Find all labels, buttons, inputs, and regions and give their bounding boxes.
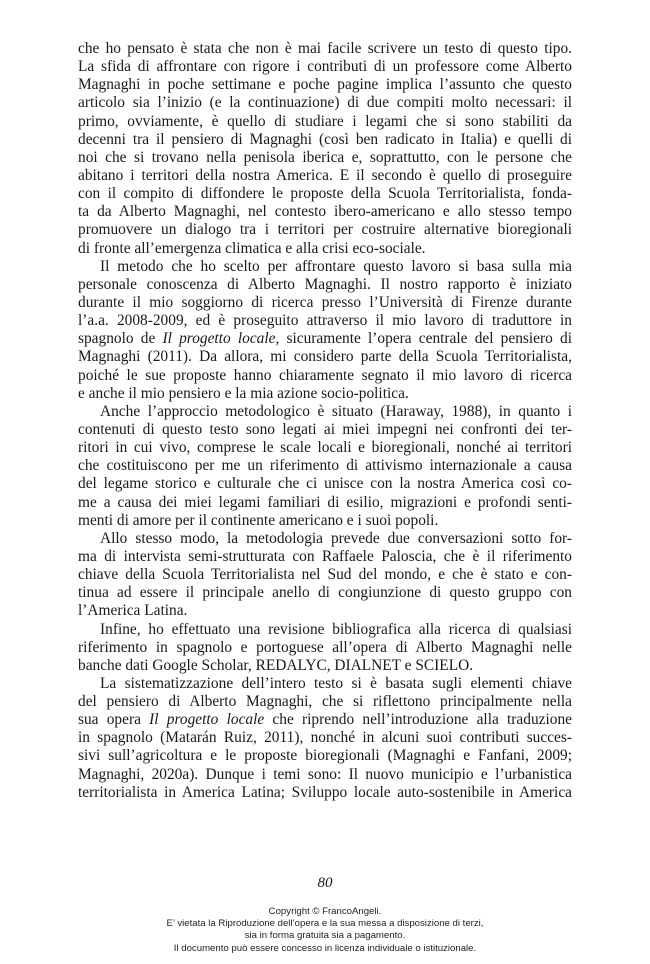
body-text (78, 40, 572, 802)
text-line: sivi sull’agricoltura e le proposte bioregionali (Magnaghi e Fanfani, 2009; (78, 747, 572, 765)
text-line: del legame storico e culturale che ci unisce con la nostra America così co- (78, 475, 572, 493)
text-line: noi che si trovano nella penisola iberica e, soprattutto, con le persone che (78, 148, 572, 166)
text-line: e anche il mio pensiero e la mia azione socio-politica. (78, 384, 409, 402)
text-line: ta da Alberto Magnaghi, nel contesto ibero-americano e allo stesso tempo (78, 203, 572, 221)
text-line: in spagnolo (Matarán Ruiz, 2011), nonché in alcuni suoi contributi succes- (78, 729, 572, 747)
copyright-footer (0, 906, 650, 955)
text-line: Magnaghi in poche settimane e poche pagine implica l’assunto che questo (78, 76, 572, 94)
text-line: ritori in cui vivo, comprese le scale locali e bioregionali, nonché ai territori (78, 439, 572, 457)
text-line: del pensiero di Alberto Magnaghi, che si riflettono principalmente nella (78, 693, 572, 711)
text-line: Infine, ho effettuato una revisione bibliografica alla ricerca di qualsiasi (100, 620, 572, 638)
text-line: primo, ovviamente, è quello di studiare i legami che si sono stabiliti da (78, 112, 572, 130)
text-line: promuovere un dialogo tra i territori per costruire alternative bioregionali (78, 221, 572, 239)
text-line: ma di intervista semi-strutturata con Raffaele Paloscia, che è il riferimento (78, 547, 572, 565)
text-line: personale conoscenza di Alberto Magnaghi. Il nostro rapporto è iniziato (78, 275, 572, 293)
text-line: l’America Latina. (78, 602, 188, 620)
text-line: contenuti di questo testo sono legati ai miei impegni nei confronti dei ter- (78, 420, 572, 438)
text-line: riferimento in spagnolo e portoguese all’opera di Alberto Magnaghi nelle (78, 638, 572, 656)
text-line: Magnaghi, 2020a). Dunque i temi sono: Il nuovo municipio e l’urbanistica (78, 765, 572, 783)
text-line: La sistematizzazione dell’intero testo si è basata sugli elementi chiave (100, 674, 572, 692)
text-line: con il compito di diffondere le proposte della Scuola Territorialista, fonda- (78, 185, 572, 203)
text-line: Il metodo che ho scelto per affrontare questo lavoro si basa sulla mia (100, 257, 572, 275)
page-number: 80 (317, 875, 333, 891)
text-line: Anche l’approccio metodologico è situato (Haraway, 1988), in quanto i (100, 402, 572, 420)
text-line: chiave della Scuola Territorialista nel Sud del mondo, e che è stato e con- (78, 566, 572, 584)
text-line: l’a.a. 2008-2009, ed è proseguito attraverso il mio lavoro di traduttore in (78, 312, 572, 330)
text-line: che costituiscono per me un riferimento di attivismo internazionale a causa (78, 457, 572, 475)
footer-line-3: sia in forma gratuita sia a pagamento. (244, 930, 406, 942)
text-line: di fronte all’emergenza climatica e alla crisi eco-sociale. (78, 239, 426, 257)
text-line: poiché le sue proposte hanno chiaramente segnato il mio lavoro di ricerca (78, 366, 572, 384)
text-line: La sfida di affrontare con rigore i contributi di un professore come Alberto (78, 58, 572, 76)
text-line: spagnolo de Il progetto locale, sicuramente l’opera centrale del pensiero di (78, 330, 572, 348)
footer-copyright: Copyright © FrancoAngeli. (268, 906, 382, 917)
text-line: territorialista in America Latina; Sviluppo locale auto-sostenibile in America (78, 783, 572, 801)
text-line: Magnaghi (2011). Da allora, mi considero parte della Scuola Territorialista, (78, 348, 572, 366)
text-line: decenni tra il pensiero di Magnaghi (così ben radicato in Italia) e quelli di (78, 130, 572, 148)
text-line: articolo sia l’inizio (e la continuazione) di due compiti molto necessari: il (78, 94, 572, 112)
text-line: banche dati Google Scholar, REDALYC, DIALNET e SCIELO. (78, 656, 474, 674)
footer-line-4: Il documento può essere concesso in licenza individuale o istituzionale. (173, 942, 477, 954)
text-line: sua opera Il progetto locale che riprendo nell’introduzione alla traduzione (78, 711, 572, 729)
text-line: Allo stesso modo, la metodologia prevede due conversazioni sotto for- (100, 529, 572, 547)
text-line: me a causa dei miei legami familiari di esilio, migrazioni e profondi senti- (78, 493, 572, 511)
text-line: tinua ad essere il principale anello di congiunzione di questo gruppo con (78, 584, 572, 602)
text-line: menti di amore per il continente americano e i suoi popoli. (78, 511, 439, 529)
footer-line-2: E’ vietata la Riproduzione dell’opera e la sua messa a disposizione di terzi, (166, 918, 484, 930)
text-line: abitano i territori della nostra America. E il secondo è quello di proseguire (78, 166, 572, 184)
text-line: durante il mio soggiorno di ricerca presso l’Università di Firenze durante (78, 293, 572, 311)
text-line: che ho pensato è stata che non è mai facile scrivere un testo di questo tipo. (78, 40, 572, 57)
